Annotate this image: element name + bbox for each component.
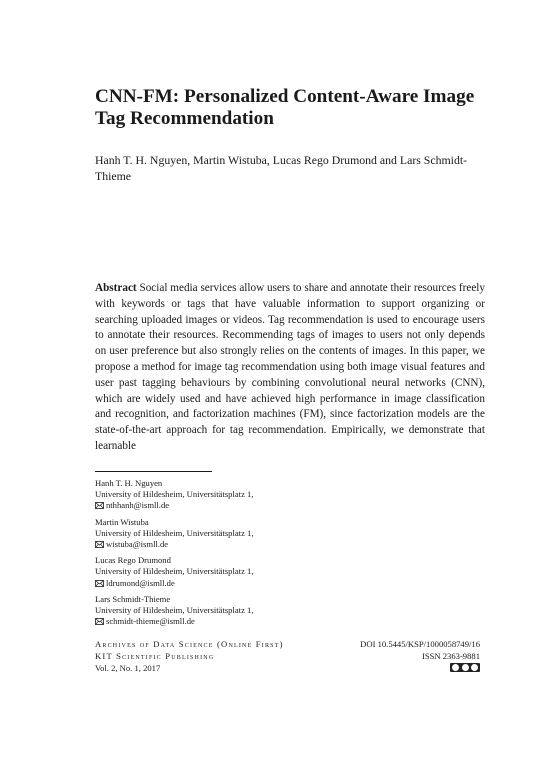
affiliation-email[interactable]: nthhanh@ismll.de xyxy=(106,500,170,511)
affiliation-email[interactable]: schmidt-thieme@ismll.de xyxy=(106,616,195,627)
affiliation-email-line xyxy=(95,616,395,627)
cc-circle-icon xyxy=(452,664,459,671)
publisher-name: KIT Scientific Publishing xyxy=(95,651,215,661)
affiliation-address: University of Hildesheim, Universitätsplatz 1, xyxy=(95,489,254,500)
doi[interactable]: DOI 10.5445/KSP/1000058749/16 xyxy=(360,639,480,649)
envelope-icon xyxy=(95,541,104,548)
affiliation-name: Martin Wistuba xyxy=(95,516,149,527)
sa-circle-icon xyxy=(471,664,478,671)
affiliation-name: Lars Schmidt-Thieme xyxy=(95,593,171,604)
author-list: Hanh T. H. Nguyen, Martin Wistuba, Lucas Rego Drumond and Lars Schmidt-Thieme xyxy=(95,153,468,183)
abstract-label: Abstract xyxy=(95,282,137,294)
affiliation-name: Lucas Rego Drumond xyxy=(95,555,171,566)
affiliation-name: Hanh T. H. Nguyen xyxy=(95,478,163,488)
journal-name: Archives of Data Science (Online First) xyxy=(95,639,284,649)
affiliation-email[interactable]: wistuba@ismll.de xyxy=(106,539,169,550)
affiliation-email-line xyxy=(95,539,395,550)
affiliation-2 xyxy=(95,517,395,551)
footer-identifiers xyxy=(280,638,480,675)
affiliation-list xyxy=(95,478,395,632)
affiliation-address: University of Hildesheim, Universitätsplatz 1, xyxy=(95,527,254,538)
paper-title: CNN-FM: Personalized Content-Aware Image Tag Recommendation xyxy=(95,86,475,129)
footnote-rule xyxy=(95,471,212,472)
issn: ISSN 2363-9881 xyxy=(421,651,480,661)
envelope-icon xyxy=(95,502,104,509)
envelope-icon xyxy=(95,580,104,587)
abstract-text: Social media services allow users to share and annotate their resources freely with keywords or tags that have valuable information to support organizing or searching uploaded images or videos. Tag recommendation is used to encourage users to annotate their resources. Recommending tags of images to users not only depends on user preference but also strongly relies on the contents of images. In this paper, we propose a method for image tag recommendation using both image visual features and user past tagging behaviours by combining convolutional neural networks (CNN), which are widely used and have achieved high performance in image classification and recognition, and factorization machines (FM), since factorization models are the state-of-the-art approach for tag recommendation. Empirically, we demonstrate that learnable xyxy=(95,282,486,452)
cc-by-sa-badge-icon xyxy=(450,663,480,672)
affiliation-email[interactable]: ldrumond@ismll.de xyxy=(106,577,175,588)
affiliation-email-line xyxy=(95,500,395,511)
affiliation-3 xyxy=(95,555,395,589)
affiliation-4 xyxy=(95,594,395,628)
affiliation-address: University of Hildesheim, Universitätsplatz 1, xyxy=(95,605,254,616)
by-circle-icon xyxy=(462,664,469,671)
volume-info: Vol. 2, No. 1, 2017 xyxy=(95,663,161,673)
affiliation-1 xyxy=(95,478,395,512)
affiliation-address: University of Hildesheim, Universitätsplatz 1, xyxy=(95,566,254,577)
envelope-icon xyxy=(95,618,104,625)
abstract xyxy=(95,281,485,455)
affiliation-email-line xyxy=(95,578,395,589)
